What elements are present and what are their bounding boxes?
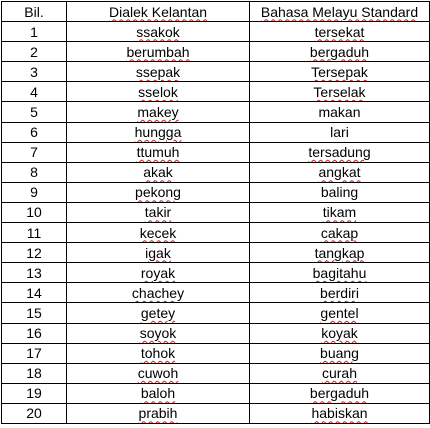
dialect-word-text: takir bbox=[144, 204, 172, 221]
dialect-word bbox=[67, 102, 250, 122]
dialect-word-text: akak bbox=[143, 164, 173, 181]
standard-word-text: gentel bbox=[320, 304, 359, 321]
standard-word bbox=[250, 202, 430, 222]
standard-word-text: koyak bbox=[321, 325, 358, 342]
standard-word bbox=[250, 162, 430, 182]
table-row bbox=[2, 403, 430, 423]
dialect-word-text: ssakok bbox=[136, 23, 180, 40]
dialect-word-text: ssepak bbox=[135, 63, 181, 80]
standard-word-text: baling bbox=[320, 184, 359, 201]
dialect-word-text: cuwoh bbox=[137, 365, 179, 382]
dialect-word bbox=[67, 323, 250, 343]
standard-word-text: cakap bbox=[320, 224, 359, 241]
standard-word bbox=[250, 263, 430, 283]
dialect-word bbox=[67, 383, 250, 403]
dialect-word-text: igak bbox=[145, 244, 171, 261]
standard-word bbox=[250, 142, 430, 162]
dialect-word-text: pekong bbox=[135, 184, 181, 201]
header-dialect-text: Dialek Kelantan bbox=[108, 3, 208, 20]
row-number: 16 bbox=[2, 323, 67, 343]
dialect-word-text: chachey bbox=[131, 284, 185, 301]
dialect-word bbox=[67, 223, 250, 243]
dialect-word-text: sselok bbox=[138, 83, 178, 100]
table-row bbox=[2, 303, 430, 323]
table-row bbox=[2, 202, 430, 222]
standard-word bbox=[250, 403, 430, 423]
row-number: 5 bbox=[2, 102, 67, 122]
standard-word-text: tersadung bbox=[308, 144, 371, 161]
standard-word bbox=[250, 82, 430, 102]
header-dialect bbox=[67, 2, 250, 22]
dialect-word bbox=[67, 403, 250, 423]
standard-word-text: Tersepak bbox=[311, 63, 368, 80]
standard-word bbox=[250, 323, 430, 343]
dialect-word bbox=[67, 142, 250, 162]
standard-word-text: habiskan bbox=[311, 405, 368, 422]
standard-word bbox=[250, 283, 430, 303]
dialect-word bbox=[67, 22, 250, 42]
table-row bbox=[2, 42, 430, 62]
dialect-word-text: berumbah bbox=[126, 43, 190, 60]
header-standard-text: Bahasa Melayu Standard bbox=[260, 3, 419, 20]
dialect-word bbox=[67, 162, 250, 182]
row-number: 11 bbox=[2, 223, 67, 243]
standard-word-text: Terselak bbox=[313, 83, 366, 100]
standard-word bbox=[250, 223, 430, 243]
dialect-word bbox=[67, 122, 250, 142]
standard-word-text: bagitahu bbox=[312, 264, 367, 281]
dialect-word-text: soyok bbox=[139, 325, 177, 342]
dialect-word bbox=[67, 182, 250, 202]
table-row bbox=[2, 223, 430, 243]
standard-word bbox=[250, 303, 430, 323]
dialect-word-text: baloh bbox=[140, 385, 176, 402]
table-row bbox=[2, 283, 430, 303]
dialect-word-text: hungga bbox=[134, 124, 182, 141]
table-row bbox=[2, 383, 430, 403]
row-number: 13 bbox=[2, 263, 67, 283]
table-row bbox=[2, 343, 430, 363]
table-row bbox=[2, 62, 430, 82]
row-number: 15 bbox=[2, 303, 67, 323]
table-row bbox=[2, 122, 430, 142]
standard-word bbox=[250, 102, 430, 122]
row-number: 12 bbox=[2, 243, 67, 263]
standard-word-text: makan bbox=[318, 104, 361, 121]
row-number: 19 bbox=[2, 383, 67, 403]
table-body bbox=[2, 22, 430, 424]
table-row bbox=[2, 363, 430, 383]
standard-word bbox=[250, 182, 430, 202]
row-number: 10 bbox=[2, 202, 67, 222]
row-number: 2 bbox=[2, 42, 67, 62]
row-number: 8 bbox=[2, 162, 67, 182]
row-number: 6 bbox=[2, 122, 67, 142]
header-bil-text: Bil. bbox=[24, 3, 44, 20]
table-row bbox=[2, 263, 430, 283]
standard-word bbox=[250, 383, 430, 403]
row-number: 18 bbox=[2, 363, 67, 383]
dialect-word bbox=[67, 42, 250, 62]
table-row bbox=[2, 82, 430, 102]
row-number: 9 bbox=[2, 182, 67, 202]
standard-word-text: tikam bbox=[322, 204, 357, 221]
dialect-word-text: tohok bbox=[140, 345, 176, 362]
dialect-word-text: royak bbox=[140, 264, 176, 281]
dialect-word bbox=[67, 62, 250, 82]
header-row bbox=[2, 2, 430, 22]
table-row bbox=[2, 323, 430, 343]
standard-word-text: bergaduh bbox=[309, 43, 370, 60]
standard-word-text: bergaduh bbox=[309, 385, 370, 402]
dialect-word bbox=[67, 243, 250, 263]
table-row bbox=[2, 182, 430, 202]
dialect-word bbox=[67, 263, 250, 283]
standard-word bbox=[250, 122, 430, 142]
dialect-word-text: getey bbox=[140, 304, 176, 321]
table-row bbox=[2, 102, 430, 122]
standard-word-text: lari bbox=[330, 124, 349, 141]
standard-word-text: tangkap bbox=[314, 244, 365, 261]
standard-word bbox=[250, 243, 430, 263]
dialect-word bbox=[67, 343, 250, 363]
standard-word bbox=[250, 363, 430, 383]
row-number: 20 bbox=[2, 403, 67, 423]
dialect-word bbox=[67, 82, 250, 102]
table-row bbox=[2, 22, 430, 42]
dialect-table bbox=[1, 1, 430, 424]
table-row bbox=[2, 162, 430, 182]
dialect-word-text: makey bbox=[137, 104, 179, 121]
standard-word-text: curah bbox=[321, 365, 358, 382]
dialect-word-text: kecek bbox=[139, 224, 177, 241]
row-number: 1 bbox=[2, 22, 67, 42]
standard-word bbox=[250, 42, 430, 62]
dialect-word bbox=[67, 202, 250, 222]
dialect-word-text: ttumuh bbox=[136, 144, 180, 161]
standard-word-text: buang bbox=[320, 345, 359, 362]
row-number: 3 bbox=[2, 62, 67, 82]
standard-word-text: tersekat bbox=[314, 23, 365, 40]
standard-word bbox=[250, 22, 430, 42]
standard-word-text: angkat bbox=[318, 164, 361, 181]
table-row bbox=[2, 243, 430, 263]
standard-word bbox=[250, 343, 430, 363]
header-bil bbox=[2, 2, 67, 22]
row-number: 14 bbox=[2, 283, 67, 303]
standard-word bbox=[250, 62, 430, 82]
row-number: 7 bbox=[2, 142, 67, 162]
row-number: 4 bbox=[2, 82, 67, 102]
header-standard bbox=[250, 2, 430, 22]
dialect-word bbox=[67, 303, 250, 323]
standard-word-text: berdiri bbox=[320, 284, 359, 301]
dialect-word-text: prabih bbox=[138, 405, 178, 422]
row-number: 17 bbox=[2, 343, 67, 363]
table-row bbox=[2, 142, 430, 162]
dialect-word bbox=[67, 363, 250, 383]
dialect-word bbox=[67, 283, 250, 303]
